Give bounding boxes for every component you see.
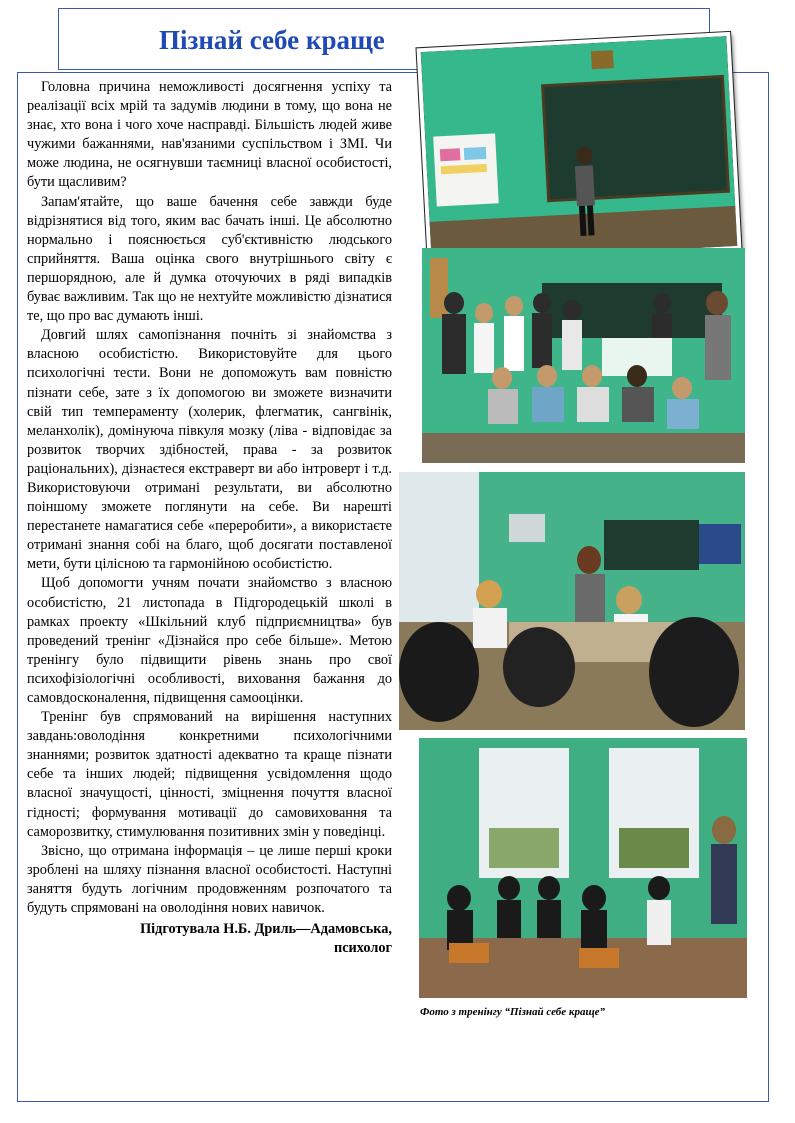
paragraph-4: Щоб допомогти учням почати знайомство з власною особистістю, 21 листопада в Підгородецькій школі в рамках проекту «Шкільний клуб підприємництва» був проведений тренінг «Дізнайся про себе більше». Метою тренінгу було підвищити рівень знань про свої психофізіологічні особливості, виховання бажання до самовдосконалення, підвищення самооцінки.: [27, 575, 392, 706]
photo-group-students: [422, 248, 745, 463]
paragraph-2: Запам'ятайте, що ваше бачення себе завжди буде відрізнятися від того, яким вас бачать інші. Це абсолютно нормально і пояснюється суб'єктивністю людського сприйняття. Ваша оцінка свого внутрішнього світу є першорядною, але й думка оточуючих в ряді випадків буває важливим. Так що не нехтуйте можливістю дізнатися те, що про вас думають інші.: [27, 193, 392, 325]
paragraph-5: Тренінг був спрямований на вирішення наступних завдань:оволодіння конкретними психологічними знаннями; розвиток здатності адекватно та краще пізнати себе та інших людей; підвищення усвідомлення щодо власної значущості, цінності, зміцнення почуття власної гідності; формування мотивації до самовиховання та саморозвитку, стимулювання позитивних змін у поведінці.: [27, 709, 392, 840]
paragraph-1: Головна причина неможливості досягнення успіху та реалізації всіх мрій та задумів людини в тому, що вона не знає, хто вона і чого хоче насправді. Більшість людей живе чужими бажаннями, нав'язаними суспільством і ЗМІ. Чи може людина, не осягнувши таємниці власної особистості, бути щасливим?: [27, 79, 392, 191]
signature-author: Підготувала Н.Б. Дриль—Адамовська,: [140, 921, 392, 938]
page-title: Пізнай себе краще: [159, 25, 385, 55]
photo-classroom-windows: [419, 738, 747, 998]
photo-teacher-at-board: [417, 32, 742, 266]
photo-students-at-table: [399, 472, 745, 730]
signature-role: психолог: [333, 940, 392, 957]
photo-caption: Фото з тренінгу “Пізнай себе краще”: [420, 1006, 606, 1018]
paragraph-3: Довгий шлях самопізнання почніть зі знайомства з власною особистістю. Використовуйте для цього психологічні тести. Вони не допоможуть вам повністю пізнати себе, зате з їх допомогою ви зможете визначити свій тип темпераменту (холерик, флегматик, сангвінік, меланхолік), домінуюча півкуля мозку (ліва - відповідає за розвиток творчих здібностей, права - за розвиток раціональних), дізнаєтеся екстраверт ви або інтроверт і т.д. Використовуючи отримані результати, ви абсолютно поіншому зможете поглянути на себе. Ви нарешті перестанете намагатися себе «переробити», а використаєте отримані знання собі на благо, щоб досягати поставленої мети, бути цілісною та гармонійною особистістю.: [27, 327, 392, 573]
article-text: [27, 78, 392, 958]
signature: [27, 920, 392, 958]
paragraph-6: Звісно, що отримана інформація – це лише перші кроки зроблені на шляху пізнання власної особистості. Наступні заняття будуть логічним продовженням розпочатого та будуть спрямовані на оволодіння нових навичок.: [27, 842, 392, 917]
